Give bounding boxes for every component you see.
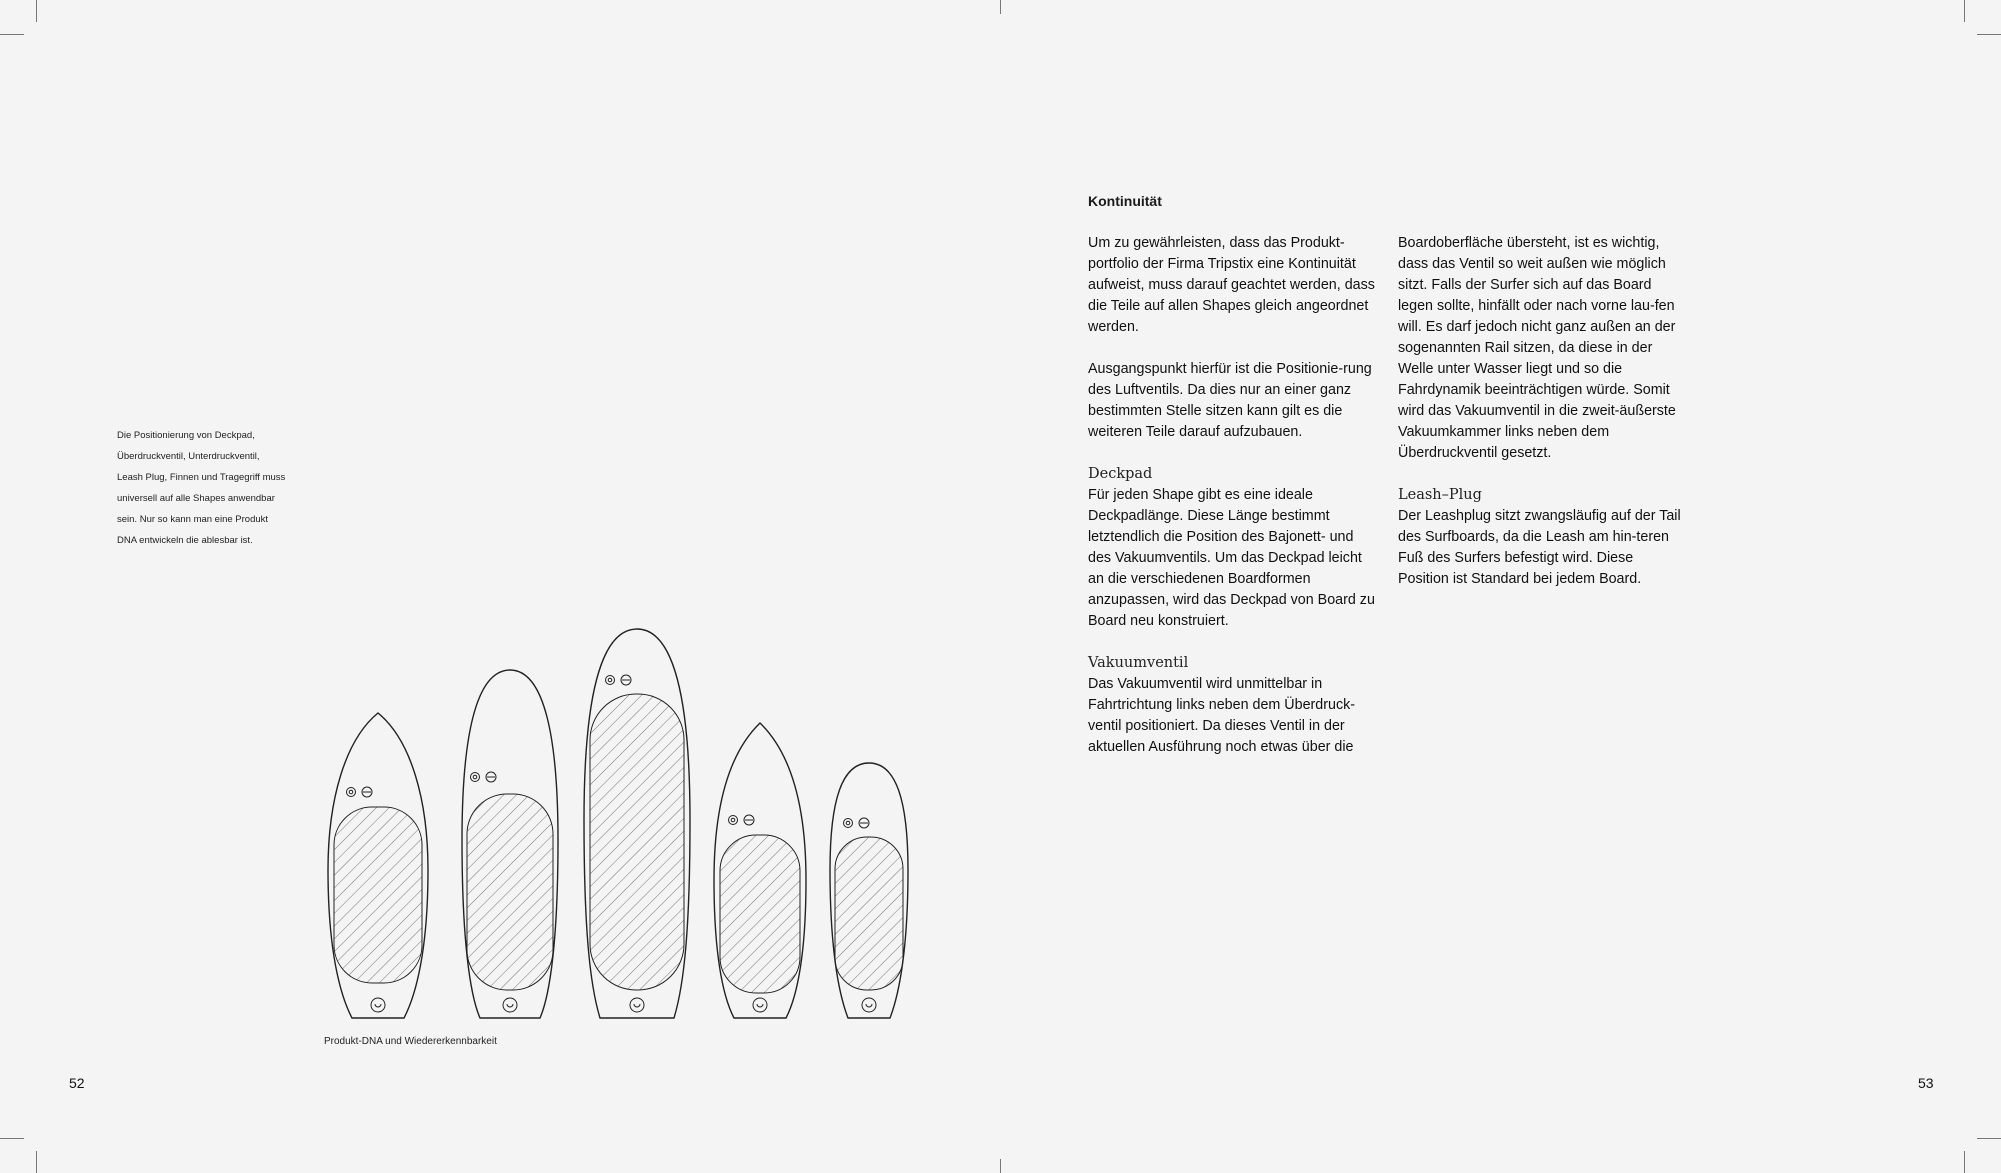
crop-mark bbox=[0, 1138, 24, 1139]
valve-icon bbox=[846, 821, 850, 825]
sidenote-line: Überdruckventil, Unterdruckventil, bbox=[117, 451, 260, 462]
deckpad-section bbox=[1088, 464, 1378, 632]
paragraph: Boardoberfläche übersteht, ist es wichtig, dass das Ventil so weit außen wie möglich sitzt. Falls der Surfer sich auf das Board legen sollte, hinfällt oder nach vorne lau-fen will. Es darf jedoch nicht ganz außen an der sogenannten Rail sitzen, da diese in der Welle unter Wasser liegt und so die Fahrdynamik beeinträchtigen würde. Somit wird das Vakuumventil in die zweit-äußerste Vakuumkammer links neben dem Überdruckventil gesetzt. bbox=[1398, 235, 1676, 461]
crop-mark bbox=[1000, 0, 1001, 14]
paragraph: Das Vakuumventil wird unmittelbar in Fahrtrichtung links neben dem Überdruck-ventil positioniert. Da dieses Ventil in der aktuellen Ausführung noch etwas über die bbox=[1088, 676, 1355, 755]
sidenote-line: Leash Plug, Finnen und Tragegriff muss bbox=[117, 472, 286, 483]
surfboard-icon bbox=[462, 670, 558, 1018]
surfboard-icon bbox=[830, 763, 908, 1018]
deckpad-hatch bbox=[720, 835, 800, 993]
leash-plug-icon bbox=[371, 998, 385, 1012]
valve-icon bbox=[731, 818, 735, 822]
text-column-1 bbox=[1088, 233, 1378, 779]
crop-mark bbox=[1977, 34, 2001, 35]
valve-icon bbox=[729, 816, 738, 825]
deckpad-hatch bbox=[467, 794, 553, 990]
crop-mark bbox=[1964, 1151, 1965, 1173]
valve-icon bbox=[471, 773, 480, 782]
page-number-right: 53 bbox=[1918, 1075, 1934, 1091]
leash-plug-section bbox=[1398, 485, 1688, 590]
crop-mark bbox=[36, 1151, 37, 1173]
surfboard-icon bbox=[328, 713, 428, 1018]
section-heading: Kontinuität bbox=[1088, 193, 1162, 209]
valve-icon bbox=[844, 819, 853, 828]
leash-plug-icon bbox=[753, 998, 767, 1012]
sidenote bbox=[117, 425, 327, 551]
crop-mark bbox=[36, 0, 37, 22]
paragraph: Für jeden Shape gibt es eine ideale Deckpadlänge. Diese Länge bestimmt letztendlich die Position des Bajonett- und des Vakuumventils. Um das Deckpad leicht an die verschiedenen Boardformen anzupassen, wird das Deckpad von Board zu Board neu konstruiert. bbox=[1088, 487, 1375, 629]
sidenote-line: universell auf alle Shapes anwendbar bbox=[117, 493, 275, 504]
leash-plug-icon bbox=[862, 998, 876, 1012]
crop-mark bbox=[1964, 0, 1965, 22]
sidenote-line: DNA entwickeln die ablesbar ist. bbox=[117, 535, 253, 546]
deckpad-hatch bbox=[835, 837, 903, 990]
deckpad-hatch bbox=[334, 807, 422, 983]
crop-mark bbox=[0, 34, 24, 35]
page-number-left: 52 bbox=[69, 1075, 85, 1091]
surfboard-figure bbox=[300, 610, 940, 1030]
paragraph: Um zu gewährleisten, dass das Produkt-portfolio der Firma Tripstix eine Kontinuität aufweist, muss darauf geachtet werden, dass die Teile auf allen Shapes gleich angeordnet werden. bbox=[1088, 235, 1375, 335]
paragraph: Ausgangspunkt hierfür ist die Positionie-rung des Luftventils. Da dies nur an einer ganz bestimmten Stelle sitzen kann gilt es die weiteren Teile darauf aufzubauen. bbox=[1088, 361, 1372, 440]
valve-icon bbox=[347, 788, 356, 797]
crop-mark bbox=[1977, 1138, 2001, 1139]
leash-plug-icon bbox=[503, 998, 517, 1012]
deckpad-hatch bbox=[590, 694, 684, 990]
valve-icon bbox=[606, 676, 615, 685]
sidenote-line: sein. Nur so kann man eine Produkt bbox=[117, 514, 269, 525]
crop-mark bbox=[1000, 1159, 1001, 1173]
sidenote-line: Die Positionierung von Deckpad, bbox=[117, 430, 255, 441]
subheading-leash-plug: Leash–Plug bbox=[1398, 487, 1482, 503]
vakuumventil-section bbox=[1088, 653, 1378, 758]
valve-icon bbox=[608, 678, 612, 682]
surfboard-icon bbox=[714, 723, 806, 1018]
text-column-2 bbox=[1398, 233, 1688, 611]
subheading-deckpad: Deckpad bbox=[1088, 466, 1153, 482]
leash-plug-icon bbox=[630, 998, 644, 1012]
surfboard-icon bbox=[584, 629, 690, 1018]
valve-icon bbox=[473, 775, 477, 779]
valve-icon bbox=[349, 790, 353, 794]
subheading-vakuumventil: Vakuumventil bbox=[1088, 655, 1189, 671]
paragraph: Der Leashplug sitzt zwangsläufig auf der Tail des Surfboards, da die Leash am hin-teren Fuß des Surfers befestigt wird. Diese Position ist Standard bei jedem Board. bbox=[1398, 508, 1681, 587]
figure-caption: Produkt-DNA und Wiedererkennbarkeit bbox=[324, 1036, 497, 1047]
